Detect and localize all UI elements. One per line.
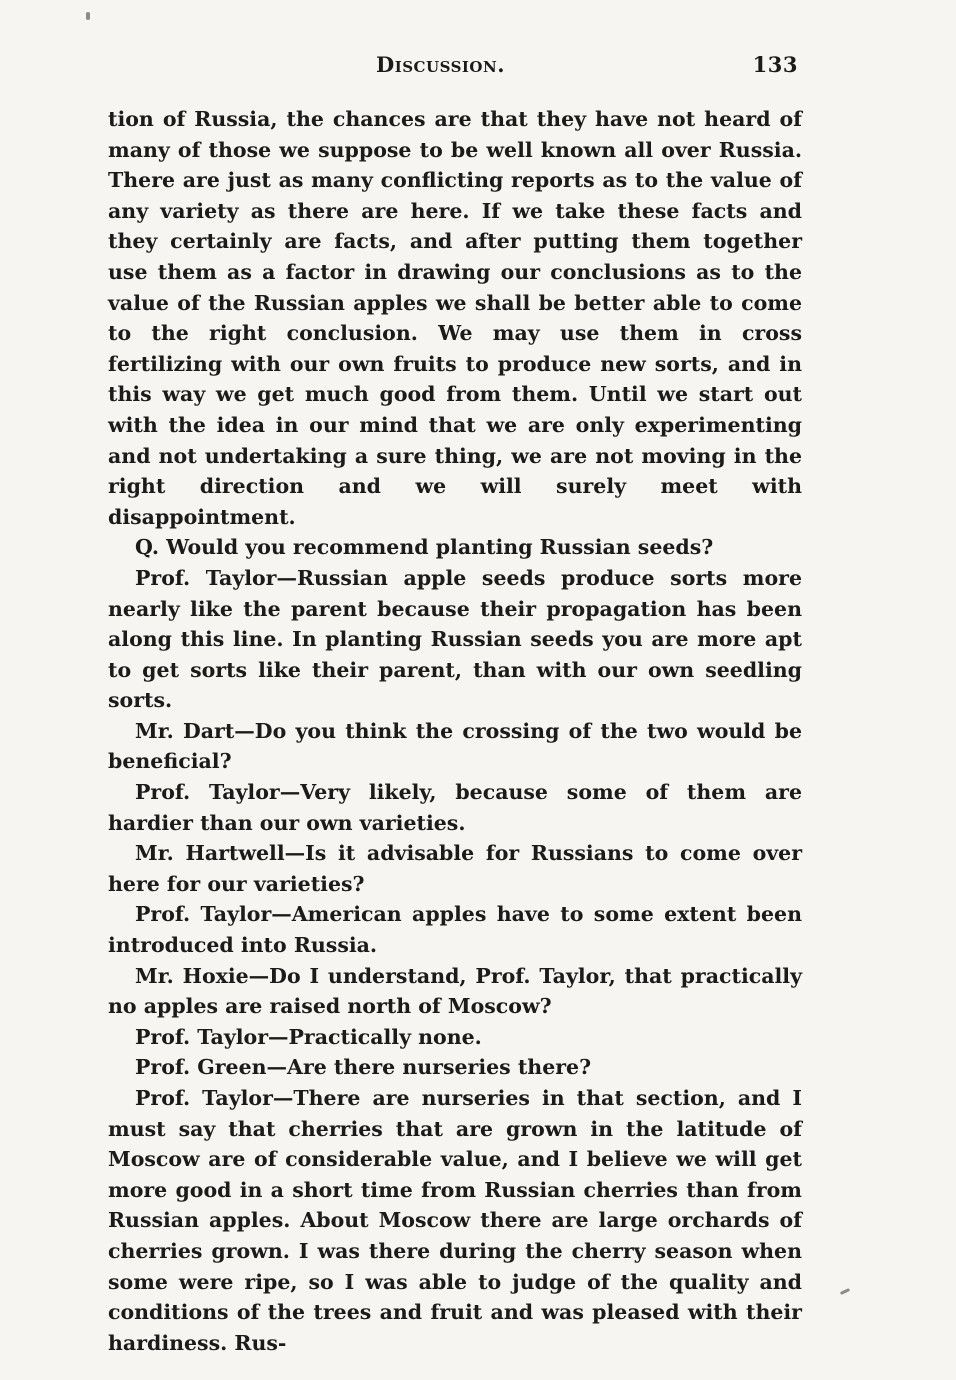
scan-speck [86, 12, 90, 20]
paragraph-hartwell-question: Mr. Hartwell—Is it advisable for Russians to come over here for our varieties? [108, 841, 802, 896]
paragraph-taylor-reply: Prof. Taylor—Russian apple seeds produce sorts more nearly like the parent because their propagation has been along this line. In planting Russian seeds you are more apt to get sorts like their parent, than with our own seedling sorts. [108, 565, 802, 713]
scan-speck [840, 1288, 850, 1295]
paragraph-taylor-reply: Prof. Taylor—Practically none. [135, 1024, 482, 1049]
paragraph-hoxie-question: Mr. Hoxie—Do I understand, Prof. Taylor, that practically no apples are raised north of Moscow? [108, 963, 802, 1019]
paragraph-dart-question: Mr. Dart—Do you think the crossing of the two would be beneficial? [108, 718, 802, 774]
paragraph-green-question: Prof. Green—Are there nurseries there? [135, 1055, 592, 1080]
paragraph-taylor-reply: Prof. Taylor—American apples have to some extent been introduced into Russia. [108, 902, 802, 958]
paragraph-taylor-reply: Prof. Taylor—There are nurseries in that section, and I must say that cherries that are grown in the latitude of Moscow are of considerable value, and I believe we will get more good in a short time from Russian cherries than from Russian apples. About Moscow there are large orchards of cherries grown. I was there during the cherry season when some were ripe, so I was able to judge of the quality and conditions of the trees and fruit and was pleased with their hardiness. Rus- [108, 1086, 802, 1355]
running-title: Discussion. [376, 52, 506, 77]
paragraph-taylor-reply: Prof. Taylor—Very likely, because some of them are hardier than our own varieties. [108, 780, 802, 835]
page-number: 133 [752, 52, 798, 77]
body-text [108, 104, 802, 1358]
paragraph-question: Q. Would you recommend planting Russian seeds? [135, 535, 714, 560]
running-head [108, 52, 800, 82]
paragraph-continuation: tion of Russia, the chances are that they have not heard of many of those we suppose to be well known all over Russia. There are just as many conflicting reports as to the value of any variety as there are here. If we take these facts and they certainly are facts, and after putting them together use them as a factor in drawing our conclusions as to the value of the Russian apples we shall be better able to come to the right conclusion. We may use them in cross fertilizing with our own fruits to produce new sorts, and in this way we get much good from them. Until we start out with the idea in our mind that we are only experimenting and not undertaking a sure thing, we are not moving in the right direction and we will surely meet with disappointment. [108, 107, 802, 529]
